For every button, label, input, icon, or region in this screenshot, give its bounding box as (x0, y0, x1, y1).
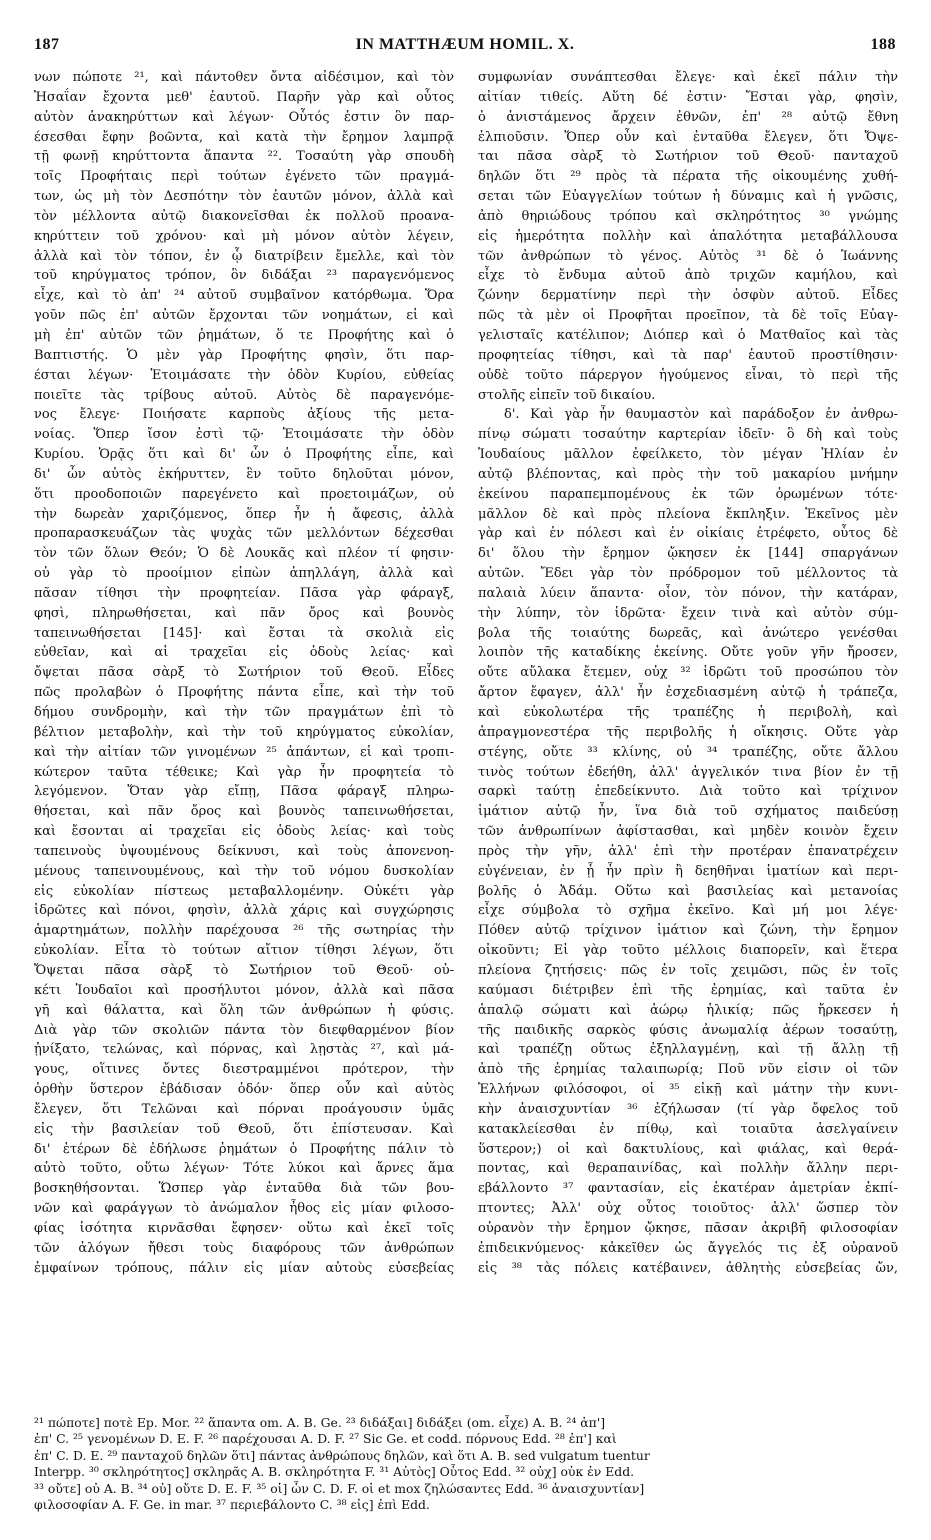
text-line: αὐτὸ τοῦτο, οὕτω λέγων· Τότε λύκοι καὶ ἄρνες ἅμα (34, 1161, 454, 1177)
text-line: εβάλλοντο ³⁷ φαντασίαν, εἰς ἑκατέραν ἀμετρίαν ἐκπί- (478, 1181, 898, 1197)
text-line: φησὶ, πληρωθήσεται, καὶ πᾶν ὄρος καὶ βουνὸς (34, 605, 454, 621)
text-line: παλαιὰ λύειν ἅπαντα· οἷον, τὸν πόνον, τὴν κατάραν, (478, 585, 898, 601)
text-line: δήμου συνδρομὴν, καὶ τὴν τῶν πραγμάτων ἐπὶ τὸ (34, 705, 454, 720)
text-line: προπαρασκευάζων τὰς ψυχὰς τῶν μελλόντων δέχεσθαι (34, 526, 454, 542)
text-line: ἱμάτιον αὐτῷ ἦν, ἵνα διὰ τοῦ σχήματος παιδεύσῃ (478, 804, 898, 820)
text-line: γοῦν πῶς ἐπ' αὐτῶν ἔρχονται τῶν νοημάτων, εἰ καὶ (34, 308, 454, 324)
page-number-left: 187 (34, 36, 60, 53)
text-line: ζώνην δερματίνην περὶ τὴν ὀσφὺν αὐτοῦ. Εἶδες (478, 288, 898, 304)
right-text-column (478, 68, 898, 1393)
text-line: γῆ καὶ θάλαττα, καὶ ὅλη τῶν ἀνθρώπων ἡ φύσις. (34, 1002, 454, 1018)
text-line: οὐ γὰρ τὸ προοίμιον εἰπὼν ἀπηλλάγη, ἀλλὰ καὶ (34, 566, 454, 582)
text-line: τινὸς τούτων ἐδεήθη, ἀλλ' ἀγγελικόν τινα βίον ἐν τῇ (478, 764, 898, 780)
text-line: εἶχε σύμβολα τὸ σχῆμα ἐκεῖνο. Καὶ μή μοι λέγε· (478, 903, 898, 919)
text-line: τὴν δωρεὰν χαριζόμενος, ὅπερ ἦν ἡ ἄφεσις, ἀλλὰ (34, 506, 454, 522)
text-line: Ἑλλήνων φιλόσοφοι, οἱ ³⁵ εἰκῇ καὶ μάτην τὴν κυνι- (478, 1082, 898, 1098)
text-line: λεγόμενον. Ὅταν γὰρ εἴπῃ, Πᾶσα φάραγξ πληρω- (34, 784, 454, 800)
text-line: Ἡσαΐαν ἔχοντα μεθ' ἑαυτοῦ. Παρῆν γὰρ καὶ οὗτος (34, 89, 454, 105)
text-line: πῶς προλαβὼν ὁ Προφήτης πάντα εἶπε, καὶ τὴν τοῦ (34, 685, 454, 701)
text-line: Διὰ γὰρ τῶν σκολιῶν πάντα τὸν διεφθαρμένον βίον (34, 1022, 454, 1038)
left-text-column (34, 68, 454, 1393)
text-line: συμφωνίαν συνάπτεσθαι ἔλεγε· καὶ ἐκεῖ πάλιν τὴν (478, 70, 898, 85)
text-line: τῶν ἀνθρωπίνων ἀφίστασθαι, καὶ μηδὲν κοινὸν ἔχειν (478, 824, 898, 840)
text-line: κὴν ἀναισχυντίαν ³⁶ ἐζήλωσαν (τί γὰρ ὄφελος τοῦ (478, 1101, 898, 1117)
footnote-line: ἐπ' C. D. E. ²⁹ πανταχοῦ δηλῶν ὅτι] πάντας ἀνθρώπους δηλῶν, καὶ ὅτι A. B. sed vulgatum tuentur (34, 1447, 650, 1463)
text-line: εἶχε, καὶ τὸ ἀπ' ²⁴ αὐτοῦ συμβαῖνον κατόρθωμα. Ὅρα (34, 288, 454, 304)
text-line: οὐρανὸν τὴν ἔρημον ᾤκησε, πᾶσαν ἀκριβῆ φιλοσοφίαν (478, 1220, 898, 1236)
text-line: καὶ ἔσονται αἱ τραχεῖαι εἰς ὁδοὺς λείας· καὶ τοὺς (34, 824, 454, 840)
text-line: έσται λέγων· Ἑτοιμάσατε τὴν ὁδὸν Κυρίου, εὐθείας (34, 367, 454, 383)
text-line: θήσεται, καὶ πᾶν ὄρος καὶ βουνὸς ταπεινωθήσεται, (34, 804, 454, 820)
text-line: ἔλεγεν, ὅτι Τελῶναι καὶ πόρναι προάγουσιν ὑμᾶς (34, 1101, 454, 1117)
text-line: δ'. Καὶ γὰρ ἦν θαυμαστὸν καὶ παράδοξον ἐν ἀνθρω- (504, 407, 898, 423)
text-line: ἀλλὰ καὶ τὸν τόπον, ἐν ᾧ διατρίβειν ἔμελλε, καὶ τὸν (34, 248, 454, 264)
page-number-right: 188 (870, 36, 896, 53)
text-line: μένους ταπεινουμένους, καὶ τὴν τοῦ νόμου δυσκολίαν (34, 863, 454, 879)
text-line: τῆς παιδικῆς σαρκὸς φύσις ἀνωμαλίᾳ ἀέρων τοσαύτῃ, (478, 1022, 898, 1038)
text-line: ποντας, καὶ θεραπαινίδας, καὶ πολλὴν ἄλλην περι- (478, 1161, 898, 1177)
page-header (34, 36, 896, 58)
text-line: ποιεῖτε τὰς τρίβους αὐτοῦ. Αὐτὸς δὲ παραγενόμε- (34, 387, 454, 403)
text-line: τῶν ἀνθρώπων τὸ γένος. Αὐτὸς ³¹ δὲ ὁ Ἰωάννης (478, 248, 898, 264)
text-line: αὐτὸν ἀνακηρύττων καὶ λέγων· Οὗτός ἐστιν ὃν παρ- (34, 109, 454, 125)
running-title: IN MATTHÆUM HOMIL. X. (355, 36, 575, 53)
text-line: ἐκείνου παραπεμπομένους ἐκ τῶν ὁρωμένων τότε· (478, 486, 898, 502)
text-line: ὁ ἀνιστάμενος ἄρχειν ἐθνῶν, ἐπ' ²⁸ αὐτῷ ἔθνη (478, 109, 898, 125)
footnote-line: ἐπ' C. ²⁵ γενομένων D. E. F. ²⁶ παρέχουσαι A. D. F. ²⁷ Sic Ge. et codd. πόρνους Edd. ²⁸ ἐπ'] καὶ (34, 1431, 617, 1447)
footnotes-block (34, 1415, 896, 1530)
text-line: γὰρ καὶ ἐν πόλεσι καὶ ἐν οἰκίαις ἐτρέφετο, οὗτος δὲ (478, 526, 898, 542)
text-line: ἐμφαίνων τρόπους, πάλιν εἰς μίαν αὐτοὺς εὐσεβείας (34, 1260, 454, 1276)
text-line: δι' ὧν αὐτὸς ἐκήρυττεν, ἓν τοῦτο δηλοῦται μόνον, (34, 466, 454, 482)
footnote-line: Interpp. ³⁰ σκληρότητος] σκληρᾶς A. B. σκληρότητα F. ³¹ Αὐτὸς] Οὗτος Edd. ³² οὐχ] οὐκ ἐν Edd. (34, 1464, 635, 1480)
text-line: εἶχε τὸ ἔνδυμα αὐτοῦ ἀπὸ τριχῶν καμήλου, καὶ (478, 268, 898, 284)
text-line: ἁμαρτημάτων, πολλὴν παρέχουσα ²⁶ τῆς σωτηρίας τὴν (34, 923, 454, 939)
text-line: ἀπὸ τῆς ἐρημίας ταλαιπωρίᾳ; Ποῦ νῦν εἰσιν οἱ τῶν (478, 1062, 898, 1078)
text-line: κηρύττειν τοῦ χρόνου· καὶ μὴ μόνον αὐτὸν λέγειν, (34, 228, 454, 244)
text-line: δι' ἑτέρων δὲ ἐδήλωσε ῥημάτων ὁ Προφήτης πάλιν τὸ (34, 1141, 454, 1157)
text-line: μᾶλλον δὲ καὶ πρὸς πλείονα ἔκπληξιν. Ἐκεῖνος μὲν (478, 506, 898, 522)
text-line: ἄρτον ἔφαγεν, ἀλλ' ἦν ἐσχεδιασμένη αὐτῷ ἡ τράπεζα, (478, 685, 898, 701)
text-line: σαρκὶ ταύτῃ ἐπεδείκνυτο. Διὰ τοῦτο καὶ τρίχινον (478, 784, 898, 800)
text-line: πῶς τὰ μὲν οἱ Προφῆται προεῖπον, τὰ δὲ τοῖς Εὐαγ- (478, 308, 898, 324)
text-line: νων πώποτε ²¹, καὶ πάντοθεν ὄντα αἰδέσιμον, καὶ τὸν (34, 70, 454, 85)
text-line: εἰς εὐκολίαν πίστεως μεταβαλλομένην. Οὐκέτι γὰρ (34, 883, 454, 899)
text-line: προφητείας τίθησι, καὶ τὰ παρ' ἑαυτοῦ προστίθησιν· (478, 347, 898, 363)
text-line: τοῖς Προφήταις περὶ τούτων ἐγένετο τῶν πραγμά- (34, 169, 454, 185)
text-line: οἰκοῦντι; Εἰ γὰρ τοῦτο μέλλοις διαπορεῖν, καὶ ἕτερα (478, 943, 898, 959)
text-line: Βαπτιστής. Ὁ μὲν γὰρ Προφήτης φησὶν, ὅτι παρ- (34, 347, 454, 363)
text-line: ὀρθὴν ὕστερον ἐβάδισαν ὁδόν· ὅπερ οὖν καὶ αὐτὸς (34, 1082, 454, 1098)
text-line: οὐδὲ τοῦτο πάρεργον ἡγούμενος εἶναι, τὸ περὶ τῆς (478, 367, 898, 383)
text-line: νοίας. Ὅπερ ἴσον ἐστὶ τῷ· Ἑτοιμάσατε τὴν ὁδὸν (34, 427, 454, 443)
text-line: ὅτι προοδοποιῶν παρεγένετο καὶ προετοιμάζων, οὐ (34, 486, 454, 502)
text-line: τὸν τῶν ὅλων Θεόν; Ὁ δὲ Λουκᾶς καὶ πλέον τί φησιν· (34, 546, 454, 562)
text-line: ἀπὸ θηριώδους τρόπου καὶ σκληρότητος ³⁰ γνώμης (478, 208, 898, 224)
text-line: ᾐνίξατο, τελώνας, καὶ πόρνας, καὶ λῃστὰς ²⁷, καὶ μά- (34, 1042, 454, 1058)
text-line: κέτι Ἰουδαῖοι καὶ προσήλυτοι μόνον, ἀλλὰ καὶ πᾶσα (34, 982, 454, 998)
text-line: εὐθεῖαν, καὶ αἱ τραχεῖαι εἰς ὁδοὺς λείας· καὶ (34, 645, 454, 661)
text-line: αἰτίαν τιθείς. Αὕτη δέ ἐστιν· Ἔσται γὰρ, φησὶν, (478, 89, 898, 105)
text-line: νῶν καὶ φαράγγων τὸ ἀνώμαλον ἦθος εἰς μίαν φιλοσο- (34, 1201, 454, 1217)
text-line: τῇ φωνῇ κηρύττοντα ἅπαντα ²². Τοσαύτη γὰρ σπουδὴ (34, 149, 454, 165)
text-line: τῶν ἀλόγων ἤθεσι τοὺς διαφόρους τῶν ἀνθρώπων (34, 1240, 454, 1256)
text-line: οὔτε αὔλακα ἔτεμεν, οὐχ ³² ἱδρῶτι τοῦ προσώπου τὸν (478, 665, 898, 681)
text-line: γους, οἵτινες ὄντες διεστραμμένοι πρότερον, τὴν (34, 1062, 454, 1078)
text-line: ἱδρῶτες καὶ πόνοι, φησὶν, ἀλλὰ χάρις καὶ συγχώρησις (34, 903, 454, 919)
text-line: ταπεινωθήσεται [145]· καὶ ἔσται τὰ σκολιὰ εἰς (34, 625, 454, 641)
footnote-line: ²¹ πώποτε] ποτὲ Ep. Mor. ²² ἅπαντα om. A. B. Ge. ²³ διδάξαι] διδάξει (om. εἶχε) A. B. ²⁴ ἀπ'] (34, 1415, 606, 1430)
text-line: καὶ εὐκολωτέρα τῆς τραπέζης ἡ περιβολὴ, καὶ (478, 705, 898, 720)
text-line: εἰς ἡμερότητα πολλὴν καὶ ἁπαλότητα μεταβάλλουσα (478, 228, 898, 244)
text-line: εὐγένειαν, ἐν ᾗ ἦν πρὶν ἢ δεηθῆναι ἱματίων καὶ περι- (478, 863, 898, 879)
text-line: εὐκολίαν. Εἶτα τὸ τούτων αἴτιον τίθησι λέγων, ὅτι (34, 943, 454, 959)
text-line: εἰς τὴν βασιλείαν τοῦ Θεοῦ, ὅτι ἐπίστευσαν. Καὶ (34, 1121, 454, 1137)
text-line: ὕστερον;) οἱ καὶ δακτυλίους, καὶ φιάλας, καὶ θερά- (478, 1141, 898, 1157)
text-line: καὶ τὴν αἰτίαν τῶν γινομένων ²⁵ ἁπάντων, εἰ καὶ τροπι- (34, 744, 454, 760)
text-line: γελισταῖς κατέλιπον; Διόπερ καὶ ὁ Ματθαῖος καὶ τὰς (478, 327, 898, 343)
text-line: ὄψεται πᾶσα σὰρξ τὸ Σωτήριον τοῦ Θεοῦ. Εἶδες (34, 665, 454, 681)
text-line: Κυρίου. Ὁρᾷς ὅτι καὶ δι' ὧν ὁ Προφήτης εἶπε, καὶ (34, 447, 454, 463)
text-line: ται πᾶσα σὰρξ τὸ Σωτήριον τοῦ Θεοῦ· πανταχοῦ (478, 149, 898, 165)
text-line: ἁπαλῷ σώματι καὶ ἀώρῳ ἡλικίᾳ; πῶς ἤρκεσεν ἡ (478, 1002, 898, 1018)
text-line: στέγης, οὔτε ³³ κλίνης, οὐ ³⁴ τραπέζης, οὔτε ἄλλου (478, 744, 898, 760)
text-line: δηλῶν ὅτι ²⁹ πρὸς τὰ πέρατα τῆς οἰκουμένης χυθή- (478, 169, 898, 185)
text-line: τὸν μέλλοντα αὐτῷ διακονεῖσθαι ἐκ πολλοῦ προανα- (34, 208, 454, 224)
text-line: έσεσθαι ἔφην βοῶντα, καὶ κατὰ τὴν ἔρημον λαμπρᾷ (34, 129, 454, 145)
text-line: κώτερον ταῦτα τέθεικε; Καὶ γὰρ ἦν προφητεία τὸ (34, 764, 454, 780)
text-line: καύμασι διέτριβεν ἐπὶ τῆς ἐρημίας, καὶ ταῦτα ἐν (478, 982, 898, 998)
text-line: Ἰουδαίους μᾶλλον ἐφείλκετο, τὸν μέγαν Ἠλίαν ἐν (478, 447, 898, 463)
text-line: δι' ὅλου τὴν ἔρημον ᾤκησεν ἐκ [144] σπαργάνων (478, 546, 898, 562)
text-line: πίνῳ σώματι τοσαύτην καρτερίαν ἰδεῖν· ὃ δὴ καὶ τοὺς (478, 427, 898, 443)
text-line: μὴ ἐπ' αὐτῶν τῶν ῥημάτων, ὅ τε Προφήτης καὶ ὁ (34, 327, 454, 343)
text-line: σεται τῶν Εὐαγγελίων τούτων ἡ δύναμις καὶ ἡ γνῶσις, (478, 189, 898, 205)
text-line: πᾶσαν τίθησι τὴν προφητείαν. Πᾶσα γὰρ φάραγξ, (34, 585, 454, 601)
text-line: καὶ τραπέζῃ οὕτως ἐξηλλαγμένῃ, καὶ τῇ ἄλλῃ τῇ (478, 1042, 898, 1058)
text-line: τὴν λύπην, τὸν ἱδρῶτα· ἔχειν τινὰ καὶ αὐτὸν σύμ- (478, 605, 898, 621)
text-line: βολα τῆς τοιαύτης δωρεᾶς, καὶ ἀνώτερο γενέσθαι (478, 625, 898, 641)
text-line: φίας ἰσότητα κιρνᾶσθαι ἔφησεν· οὕτω καὶ ἐκεῖ τοῖς (34, 1220, 454, 1236)
text-line: νος ἔλεγε· Ποιήσατε καρποὺς ἀξίους τῆς μετα- (34, 407, 454, 423)
text-line: αὐτῷ βλέποντας, καὶ πρὸς τὴν τοῦ μακαρίου μνήμην (478, 466, 898, 482)
text-line: βολῆς ὁ Ἀδάμ. Οὕτω καὶ βασιλείας καὶ μετανοίας (478, 883, 898, 899)
text-line: των, ὡς μὴ τὸν Δεσπότην τὸν ἑαυτῶν μόνον, ἀλλὰ καὶ (34, 189, 454, 205)
text-line: κατακλείεσθαι ἐν πίθῳ, καὶ τοιαῦτα ἀσελγαίνειν (478, 1121, 898, 1137)
text-line: αὐτῶν. Ἔδει γὰρ τὸν πρόδρομον τοῦ μέλλοντος τὰ (478, 566, 898, 582)
text-line: λοιπὸν τῆς καταδίκης ἐκείνης. Οὔτε γοῦν γῆν ἤροσεν, (478, 645, 898, 661)
text-line: ἀπραγμονεστέρα τῆς περιβολῆς ἡ οἴκησις. Οὔτε γὰρ (478, 724, 898, 740)
text-line: ἐλπιοῦσιν. Ὅπερ οὖν καὶ ἐνταῦθα ἔλεγεν, ὅτι Ὄψε- (478, 129, 898, 145)
text-line: Ὄψεται πᾶσα σὰρξ τὸ Σωτήριον τοῦ Θεοῦ· οὐ- (34, 962, 454, 978)
text-line: πλείονα ζητήσεις· πῶς ἐν τοῖς χειμῶσι, πῶς ἐν τοῖς (478, 962, 898, 978)
footnote-line: φιλοσοφίαν A. F. Ge. in mar. ³⁷ περιεβάλοντο C. ³⁸ εἰς] ἐπὶ Edd. (34, 1496, 430, 1512)
text-line: εἰς ³⁸ τὰς πόλεις κατέβαινεν, ἀθλητὴς εὐσεβείας ὤν, (478, 1260, 898, 1276)
text-line: βοσκηθήσονται. Ὥσπερ γὰρ ἐνταῦθα διὰ τῶν βου- (34, 1181, 454, 1197)
text-line: Πόθεν αὐτῷ τρίχινον ἱμάτιον καὶ ζώνη, τὴν ἔρημον (478, 923, 898, 939)
text-line: πτοντες; Ἀλλ' οὐχ οὗτος τοιοῦτος· ἀλλ' ὥσπερ τὸν (478, 1201, 898, 1217)
text-line: ἐπιδεικνύμενος· κἀκεῖθεν ὡς ἄγγελός τις ἐξ οὐρανοῦ (478, 1240, 898, 1256)
text-line: τοῦ κηρύγματος τρόπον, ὃν διδάξαι ²³ παραγενόμενος (34, 268, 454, 284)
text-line: βέλτιον μεταβολὴν, καὶ τὴν τοῦ κηρύγματος εὐκολίαν, (34, 724, 454, 740)
text-line: πρὸς τὴν γῆν, ἀλλ' ἐπὶ τὴν προτέραν ἐπανατρέχειν (478, 843, 898, 859)
text-line: στολῆς εἰπεῖν τοῦ δικαίου. (478, 387, 656, 403)
text-line: ταπεινοὺς ὑψουμένους δείκνυσι, καὶ τοὺς ἀπονενοη- (34, 843, 454, 859)
footnote-line: ³³ οὔτε] οὐ A. B. ³⁴ οὐ] οὔτε D. E. F. ³⁵ οἱ] ὧν C. D. F. οἱ et mox ζηλώσαντες Edd. ³⁶ ἀναισχυντίαν] (34, 1480, 645, 1496)
